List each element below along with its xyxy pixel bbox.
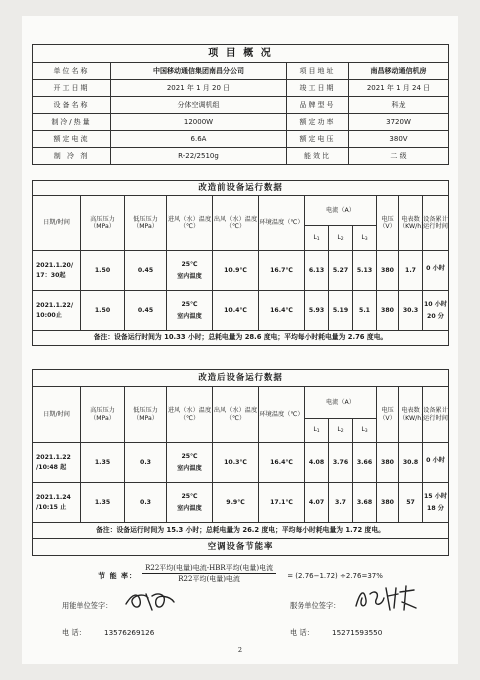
current-l2-cell: 5.19: [329, 291, 353, 331]
info-value: 中国移动通信集团南昌分公司: [111, 63, 287, 80]
page-number: 2: [237, 646, 243, 654]
after-note: 备注：设备运行时间为 15.3 小时；总耗电量为 26.2 度电；平均每小时耗电量为 1.72 度电。: [33, 523, 449, 539]
current-l3-cell: 3.66: [353, 443, 377, 483]
info-value: R-22/2510g: [111, 148, 287, 165]
high-pressure-cell: 1.50: [81, 251, 125, 291]
current-l1-cell: 6.13: [305, 251, 329, 291]
header-high_pressure: 高压压力（MPa）: [81, 387, 125, 443]
service-sign-label: 服务单位签字：: [290, 601, 341, 610]
current-l2-cell: 3.7: [329, 483, 353, 523]
overview-row: [33, 148, 449, 165]
header-runtime: 设备累计运行时间: [423, 387, 449, 443]
savings-label: 节 能 率：: [98, 572, 138, 581]
phase-label: L: [361, 233, 365, 241]
inlet-temp-note: 室内温度: [177, 272, 202, 280]
info-value: 6.6A: [111, 131, 287, 148]
info-value: 科龙: [349, 97, 449, 114]
document-page: [22, 16, 458, 664]
before-header: [33, 196, 449, 251]
phase-subscript: 1: [316, 429, 320, 435]
header-l3: [353, 226, 377, 251]
phase-subscript: 2: [340, 429, 344, 435]
header-outlet_temp: 出风（水）温度（℃）: [213, 196, 259, 251]
info-label: 额定电流: [33, 131, 111, 148]
info-value: 12000W: [111, 114, 287, 131]
outlet-temp-cell: 10.4℃: [213, 291, 259, 331]
header-meter: 电表数（KW/h）: [399, 387, 423, 443]
info-label: 品牌型号: [287, 97, 349, 114]
runtime-cell: [423, 443, 449, 483]
savings-denominator: R22平均(电量)电流: [178, 575, 240, 584]
inlet-temp-value: 25℃: [181, 301, 198, 309]
header-low_pressure: 低压压力（MPa）: [125, 387, 167, 443]
current-l3-cell: 5.13: [353, 251, 377, 291]
header-current: 电流（A）: [305, 196, 377, 226]
current-l1-cell: 4.08: [305, 443, 329, 483]
data-row: [33, 483, 449, 523]
inlet-temp-value: 25℃: [181, 261, 198, 269]
info-label: 开工日期: [33, 80, 111, 97]
after-header: [33, 387, 449, 443]
savings-fraction: [142, 564, 276, 583]
datetime-cell: [33, 483, 81, 523]
header-inlet_temp: 进风（水）温度（℃）: [167, 196, 213, 251]
project-overview-table: [32, 44, 449, 165]
runtime-hours: 0 小时: [426, 264, 445, 272]
runtime-minutes: 20 分: [427, 312, 444, 320]
header-l1: [305, 419, 329, 443]
voltage-cell: 380: [377, 291, 399, 331]
info-label: 制冷/热量: [33, 114, 111, 131]
header-ambient_temp: 环境温度（℃）: [259, 387, 305, 443]
time-text: 10:00止: [36, 312, 62, 319]
runtime-minutes: 18 分: [427, 504, 444, 512]
date-text: 2021.1.22: [36, 453, 71, 461]
header-l3: [353, 419, 377, 443]
phase-subscript: 3: [364, 236, 368, 242]
low-pressure-cell: 0.3: [125, 483, 167, 523]
date-text: 2021.1.22/: [36, 301, 74, 309]
data-row: [33, 251, 449, 291]
info-value: 2021 年 1 月 24 日: [349, 80, 449, 97]
overview-row: [33, 63, 449, 80]
current-l1-cell: 4.07: [305, 483, 329, 523]
time-text: /10:48 起: [36, 464, 67, 471]
time-text: /10:15 止: [36, 504, 67, 511]
header-outlet_temp: 出风（水）温度（℃）: [213, 387, 259, 443]
header-l1: [305, 226, 329, 251]
inlet-temp-cell: [167, 483, 213, 523]
header-high_pressure: 高压压力（MPa）: [81, 196, 125, 251]
ambient-temp-cell: 16.7℃: [259, 251, 305, 291]
overview-info-rows: [33, 63, 449, 165]
datetime-cell: [33, 291, 81, 331]
header-datetime: 日期/时间: [33, 387, 81, 443]
date-text: 2021.1.20/: [36, 261, 74, 269]
header-row: [33, 387, 449, 419]
date-text: 2021.1.24: [36, 493, 71, 501]
info-value: 3720W: [349, 114, 449, 131]
voltage-cell: 380: [377, 443, 399, 483]
datetime-cell: [33, 251, 81, 291]
phase-label: L: [337, 426, 341, 434]
high-pressure-cell: 1.35: [81, 483, 125, 523]
runtime-hours: 15 小时: [423, 493, 448, 501]
info-label: 单位名称: [33, 63, 111, 80]
current-l1-cell: 5.93: [305, 291, 329, 331]
header-runtime: 设备累计运行时间: [423, 196, 449, 251]
header-l2: [329, 419, 353, 443]
info-value: 南昌移动通信机房: [349, 63, 449, 80]
meter-cell: 30.8: [399, 443, 423, 483]
header-l2: [329, 226, 353, 251]
high-pressure-cell: 1.50: [81, 291, 125, 331]
overview-row: [33, 80, 449, 97]
data-row: [33, 443, 449, 483]
inlet-temp-note: 室内温度: [177, 464, 202, 472]
inlet-temp-cell: [167, 443, 213, 483]
current-l3-cell: 5.1: [353, 291, 377, 331]
user-phone: 13576269126: [104, 628, 155, 637]
after-section-title: 改造后设备运行数据: [33, 370, 449, 387]
inlet-temp-note: 室内温度: [177, 504, 202, 512]
runtime-cell: [423, 483, 449, 523]
phase-label: L: [337, 233, 341, 241]
user-phone-label: 电 话：: [62, 628, 86, 637]
savings-title: 空调设备节能率: [33, 539, 449, 556]
data-row: [33, 291, 449, 331]
overview-row: [33, 97, 449, 114]
after-rows: [33, 443, 449, 523]
service-phone: 15271593550: [332, 628, 383, 637]
service-phone-label: 电 话：: [290, 628, 314, 637]
savings-numerator: R22平均(电量)电流-HBR平均(电量)电流: [142, 564, 276, 574]
current-l2-cell: 5.27: [329, 251, 353, 291]
inlet-temp-note: 室内温度: [177, 312, 202, 320]
datetime-cell: [33, 443, 81, 483]
info-label: 额定电压: [287, 131, 349, 148]
info-value: 380V: [349, 131, 449, 148]
overview-row: [33, 131, 449, 148]
ambient-temp-cell: 17.1℃: [259, 483, 305, 523]
after-data-table: [32, 369, 449, 592]
inlet-temp-value: 25℃: [181, 493, 198, 501]
high-pressure-cell: 1.35: [81, 443, 125, 483]
inlet-temp-cell: [167, 291, 213, 331]
before-data-table: [32, 180, 449, 346]
service-signature-image: [352, 582, 422, 614]
runtime-cell: [423, 291, 449, 331]
low-pressure-cell: 0.3: [125, 443, 167, 483]
header-current: 电流（A）: [305, 387, 377, 419]
phase-subscript: 3: [364, 429, 368, 435]
overview-row: [33, 114, 449, 131]
runtime-hours: 0 小时: [426, 456, 445, 464]
header-row: [33, 196, 449, 226]
phase-subscript: 1: [316, 236, 320, 242]
before-rows: [33, 251, 449, 331]
phase-label: L: [361, 426, 365, 434]
inlet-temp-value: 25℃: [181, 453, 198, 461]
info-value: 二 级: [349, 148, 449, 165]
header-inlet_temp: 进风（水）温度（℃）: [167, 387, 213, 443]
current-l3-cell: 3.68: [353, 483, 377, 523]
ambient-temp-cell: 16.4℃: [259, 443, 305, 483]
before-section-title: 改造前设备运行数据: [33, 181, 449, 196]
phase-subscript: 2: [340, 236, 344, 242]
info-label: 能效比: [287, 148, 349, 165]
phase-label: L: [313, 233, 317, 241]
header-voltage: 电压（V）: [377, 387, 399, 443]
info-value: 2021 年 1 月 20 日: [111, 80, 287, 97]
outlet-temp-cell: 10.3℃: [213, 443, 259, 483]
outlet-temp-cell: 10.9℃: [213, 251, 259, 291]
low-pressure-cell: 0.45: [125, 251, 167, 291]
info-label: 额定功率: [287, 114, 349, 131]
voltage-cell: 380: [377, 483, 399, 523]
meter-cell: 1.7: [399, 251, 423, 291]
info-label: 制 冷 剂: [33, 148, 111, 165]
before-note: 备注：设备运行时间为 10.33 小时；总耗电量为 28.6 度电；平均每小时耗电量为 2.76 度电。: [33, 331, 449, 346]
header-ambient_temp: 环境温度（℃）: [259, 196, 305, 251]
header-meter: 电表数（KW/h）: [399, 196, 423, 251]
phase-label: L: [313, 426, 317, 434]
header-voltage: 电压（V）: [377, 196, 399, 251]
user-sign-label: 用能单位签字：: [62, 601, 113, 610]
runtime-cell: [423, 251, 449, 291]
info-label: 竣工日期: [287, 80, 349, 97]
meter-cell: 57: [399, 483, 423, 523]
runtime-hours: 10 小时: [423, 301, 448, 309]
low-pressure-cell: 0.45: [125, 291, 167, 331]
info-label: 项目地址: [287, 63, 349, 80]
inlet-temp-cell: [167, 251, 213, 291]
user-signature-image: [122, 588, 178, 614]
meter-cell: 30.3: [399, 291, 423, 331]
ambient-temp-cell: 16.4℃: [259, 291, 305, 331]
overview-title: 项 目 概 况: [33, 45, 449, 63]
header-datetime: 日期/时间: [33, 196, 81, 251]
header-low_pressure: 低压压力（MPa）: [125, 196, 167, 251]
time-text: 17：30起: [36, 272, 66, 279]
info-label: 设备名称: [33, 97, 111, 114]
savings-result: = (2.76−1.72) ÷2.76=37%: [287, 572, 383, 581]
voltage-cell: 380: [377, 251, 399, 291]
current-l2-cell: 3.76: [329, 443, 353, 483]
info-value: 分体空调机组: [111, 97, 287, 114]
outlet-temp-cell: 9.9℃: [213, 483, 259, 523]
